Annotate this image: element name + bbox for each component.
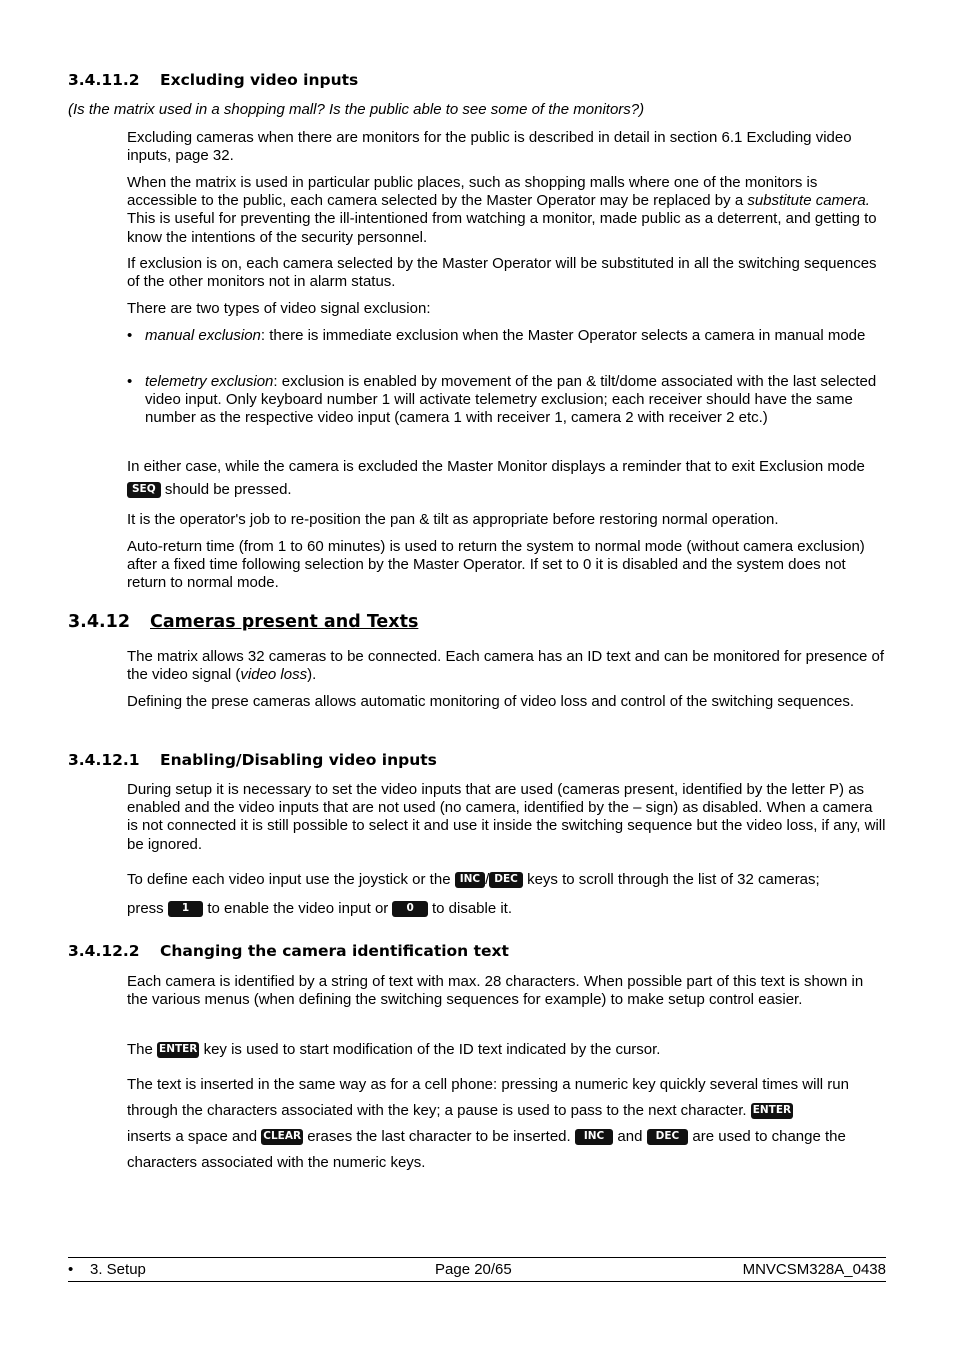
footer-doc-code: MNVCSM328A_0438 <box>742 1261 886 1278</box>
paragraph <box>127 1039 887 1061</box>
footer-top-rule <box>68 1257 886 1258</box>
paragraph: Auto-return time (from 1 to 60 minutes) is used to return the system to normal mode (without camera exclusion) after a fixed time following selection by the Master Operator. If set to 0 it is disabled and the system does not return to normal mode. <box>127 538 865 592</box>
paragraph: Defining the prese cameras allows automatic monitoring of video loss and control of the switching sequences. <box>127 693 855 710</box>
paragraph <box>127 1072 887 1176</box>
text-run: To define each video input use the joystick or the <box>127 871 455 888</box>
text-run: / <box>485 871 490 888</box>
paragraph: It is the operator's job to re-position the pan & tilt as appropriate before restoring normal operation. <box>127 511 779 528</box>
text-run: keys to scroll through the list of 32 cameras; <box>527 871 820 888</box>
dec-key-icon: DEC <box>489 872 523 888</box>
lead-question: (Is the matrix used in a shopping mall? Is the public able to see some of the monitors?) <box>68 101 645 118</box>
emphasis-text: video loss <box>240 666 308 684</box>
bullet-marker: • <box>127 373 133 390</box>
text-run: The text is inserted in the same way as for a cell phone: pressing a numeric key quickly several times will run through the characters associated with the key; a pause is used to pass to the next character. <box>127 1076 849 1119</box>
paragraph <box>127 648 887 684</box>
text-run: In either case, while the camera is excluded the Master Monitor displays a reminder that to exit Exclusion mode <box>127 458 865 475</box>
section-title: Enabling/Disabling video inputs <box>160 751 437 769</box>
enter-key-icon: ENTER <box>157 1042 199 1058</box>
dec-key-icon: DEC <box>647 1129 689 1145</box>
footer-page-number: Page 20/65 <box>435 1261 512 1278</box>
emphasis-text: substitute camera. <box>747 192 870 210</box>
emphasis-text: telemetry exclusion <box>145 373 274 390</box>
paragraph: Each camera is identified by a string of text with max. 28 characters. When possible part of this text is shown in the various menus (when defining the switching sequences for example) to make setup control easier. <box>127 973 864 1009</box>
text-run: When the matrix is used in particular public places, such as shopping malls where one of the monitors is accessible to the public, each camera selected by the Master Operator may be replaced by a <box>127 174 818 210</box>
text-run: to disable it. <box>427 900 513 917</box>
text-run: ). <box>307 666 317 684</box>
section-heading-camera-id-text <box>68 942 509 960</box>
one-key-icon: 1 <box>168 901 203 917</box>
text-run: The matrix allows 32 cameras to be connected. Each camera has an ID text and can be monitored for presence of the video signal ( <box>127 648 885 684</box>
text-run: and <box>613 1128 647 1145</box>
section-heading-cameras-present <box>68 612 418 632</box>
paragraph <box>127 455 887 501</box>
paragraph: Excluding cameras when there are monitors for the public is described in detail in section 6.1 Excluding video inputs, page 32. <box>127 129 852 165</box>
footer-bottom-rule <box>68 1281 886 1282</box>
paragraph <box>127 865 887 923</box>
paragraph: If exclusion is on, each camera selected by the Master Operator will be substituted in all the switching sequences of the other monitors not in alarm status. <box>127 255 877 291</box>
emphasis-text: manual exclusion <box>145 327 261 344</box>
text-run: press <box>127 900 168 917</box>
section-heading-enabling-disabling <box>68 751 437 769</box>
zero-key-icon: 0 <box>392 901 427 917</box>
section-number: 3.4.11.2 <box>68 71 140 89</box>
text-run: : exclusion is enabled by movement of the pan & tilt/dome associated with the last selected video input. Only keyboard number 1 will activate telemetry exclusion; each receiver should have the same number as the respective video input (camera 1 with receiver 1, camera 2 with receiver 2 etc.) <box>145 373 877 427</box>
list-item <box>145 373 887 428</box>
paragraph <box>127 174 887 247</box>
enter-key-icon: ENTER <box>751 1103 793 1119</box>
section-number: 3.4.12.2 <box>68 942 140 960</box>
text-run: This is useful for preventing the ill-intentioned from watching a monitor, made public as a deterrent, and getting to know the intentions of the security personnel. <box>127 210 877 246</box>
text-run: are used to change the characters associated with the numeric keys. <box>127 1128 846 1171</box>
paragraph: There are two types of video signal exclusion: <box>127 300 431 317</box>
section-number: 3.4.12 <box>68 612 131 632</box>
seq-key-icon: SEQ <box>127 482 161 498</box>
inc-key-icon: INC <box>455 872 485 888</box>
section-title: Cameras present and Texts <box>150 612 419 632</box>
text-run: : there is immediate exclusion when the Master Operator selects a camera in manual mode <box>260 327 866 344</box>
section-number: 3.4.12.1 <box>68 751 140 769</box>
text-run: inserts a space and <box>127 1128 262 1145</box>
text-run: should be pressed. <box>160 481 292 498</box>
section-title: Excluding video inputs <box>160 71 359 89</box>
inc-key-icon: INC <box>575 1129 613 1145</box>
text-run: to enable the video input or <box>203 900 393 917</box>
text-run: key is used to start modification of the ID text indicated by the cursor. <box>203 1041 661 1058</box>
footer-chapter: 3. Setup <box>90 1261 146 1278</box>
clear-key-icon: CLEAR <box>261 1129 303 1145</box>
section-heading-excluding-video-inputs <box>68 71 358 89</box>
paragraph: During setup it is necessary to set the video inputs that are used (cameras present, identified by the letter P) as enabled and the video inputs that are not used (no camera, identified by the – sign) as disabled. When a camera is not connected it is still possible to select it and use it inside the switching sequence but the video loss, if any, will be ignored. <box>127 781 886 853</box>
text-run: erases the last character to be inserted. <box>303 1128 575 1145</box>
footer-bullet: • <box>68 1261 74 1278</box>
text-run: The <box>127 1041 158 1058</box>
section-title: Changing the camera identification text <box>160 942 509 960</box>
bullet-marker: • <box>127 327 133 344</box>
list-item <box>145 327 887 345</box>
